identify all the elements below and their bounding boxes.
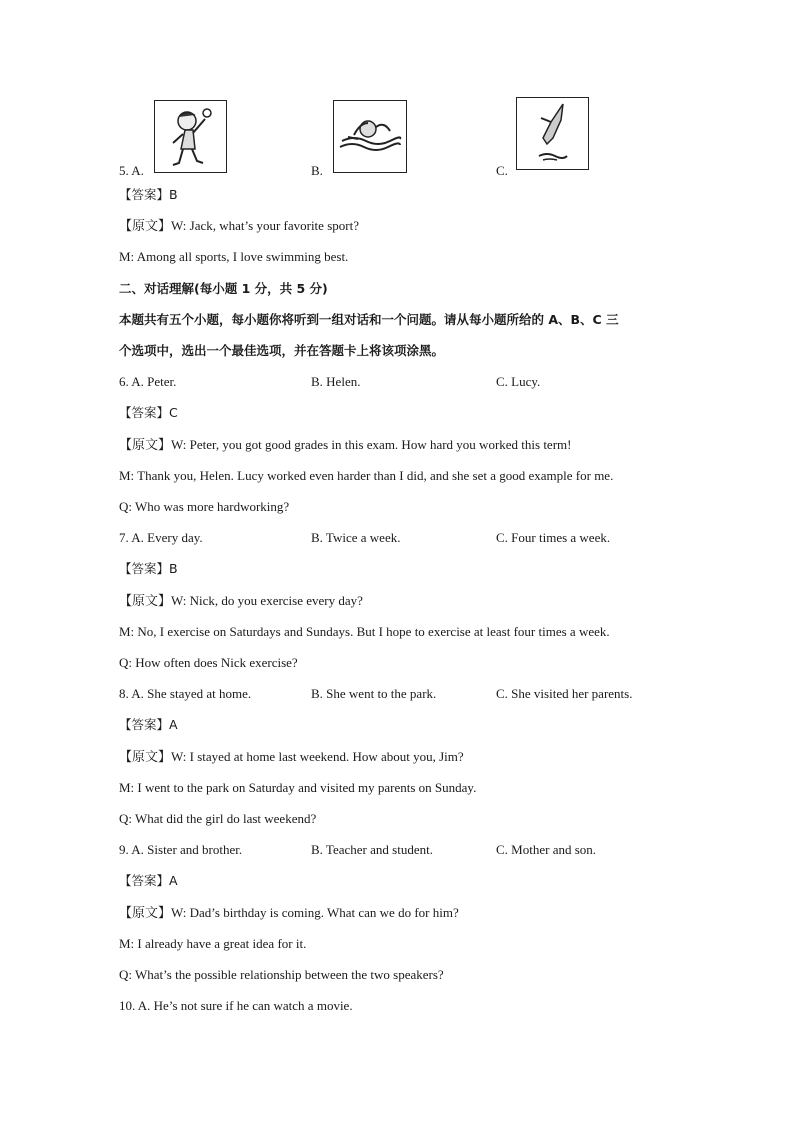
q5-option-b: B.: [311, 163, 323, 178]
q5-answer: 【答案】B: [119, 187, 178, 202]
q9-option-b: B. Teacher and student.: [311, 842, 433, 857]
q5-option-a: 5. A.: [119, 163, 144, 178]
q6-option-b: B. Helen.: [311, 374, 361, 389]
q6-source-w: 【原文】W: Peter, you got good grades in this exam. How hard you worked this term!: [119, 437, 572, 452]
q5-source-m: M: Among all sports, I love swimming best.: [119, 249, 349, 264]
q7-option-c: C. Four times a week.: [496, 530, 611, 545]
q9-answer: 【答案】A: [119, 873, 178, 888]
q6-option-c: C. Lucy.: [496, 374, 541, 389]
q5-source-w: 【原文】W: Jack, what’s your favorite sport?: [119, 218, 359, 233]
q7-option-b: B. Twice a week.: [311, 530, 401, 545]
q7-answer: 【答案】B: [119, 561, 178, 576]
q8-question: Q: What did the girl do last weekend?: [119, 811, 317, 826]
q7-source-m: M: No, I exercise on Saturdays and Sundays. But I hope to exercise at least four times a week.: [119, 624, 610, 639]
q8-option-a: 8. A. She stayed at home.: [119, 686, 252, 701]
q8-answer: 【答案】A: [119, 717, 178, 732]
q8-source-m: M: I went to the park on Saturday and visited my parents on Sunday.: [119, 780, 477, 795]
q9-option-a: 9. A. Sister and brother.: [119, 842, 243, 857]
q10-option-a: 10. A. He’s not sure if he can watch a movie.: [119, 998, 353, 1013]
q6-source-m: M: Thank you, Helen. Lucy worked even harder than I did, and she set a good example for me.: [119, 468, 614, 483]
q9-option-c: C. Mother and son.: [496, 842, 597, 857]
section-instruction-2: 个选项中，选出一个最佳选项，并在答题卡上将该项涂黑。: [119, 343, 445, 358]
q7-source-w: 【原文】W: Nick, do you exercise every day?: [119, 593, 363, 608]
q6-option-a: 6. A. Peter.: [119, 374, 177, 389]
q8-source-w: 【原文】W: I stayed at home last weekend. How about you, Jim?: [119, 749, 464, 764]
q9-source-w: 【原文】W: Dad’s birthday is coming. What can we do for him?: [119, 905, 459, 920]
section-instruction-1: 本题共有五个小题，每小题你将听到一组对话和一个问题。请从每小题所给的 A、B、C 三: [119, 312, 619, 327]
option-c-picture-diving: [516, 97, 589, 170]
q6-answer: 【答案】C: [119, 405, 178, 420]
q9-question: Q: What’s the possible relationship between the two speakers?: [119, 967, 444, 982]
q8-option-c: C. She visited her parents.: [496, 686, 633, 701]
q8-option-b: B. She went to the park.: [311, 686, 437, 701]
q7-question: Q: How often does Nick exercise?: [119, 655, 298, 670]
option-b-picture-swimming: [333, 100, 407, 173]
section-heading: 二、对话理解(每小题 1 分，共 5 分): [119, 281, 328, 296]
q7-option-a: 7. A. Every day.: [119, 530, 203, 545]
q6-question: Q: Who was more hardworking?: [119, 499, 290, 514]
q5-option-c: C.: [496, 163, 508, 178]
option-a-picture-boy-playing-ball: [154, 100, 227, 173]
q9-source-m: M: I already have a great idea for it.: [119, 936, 307, 951]
